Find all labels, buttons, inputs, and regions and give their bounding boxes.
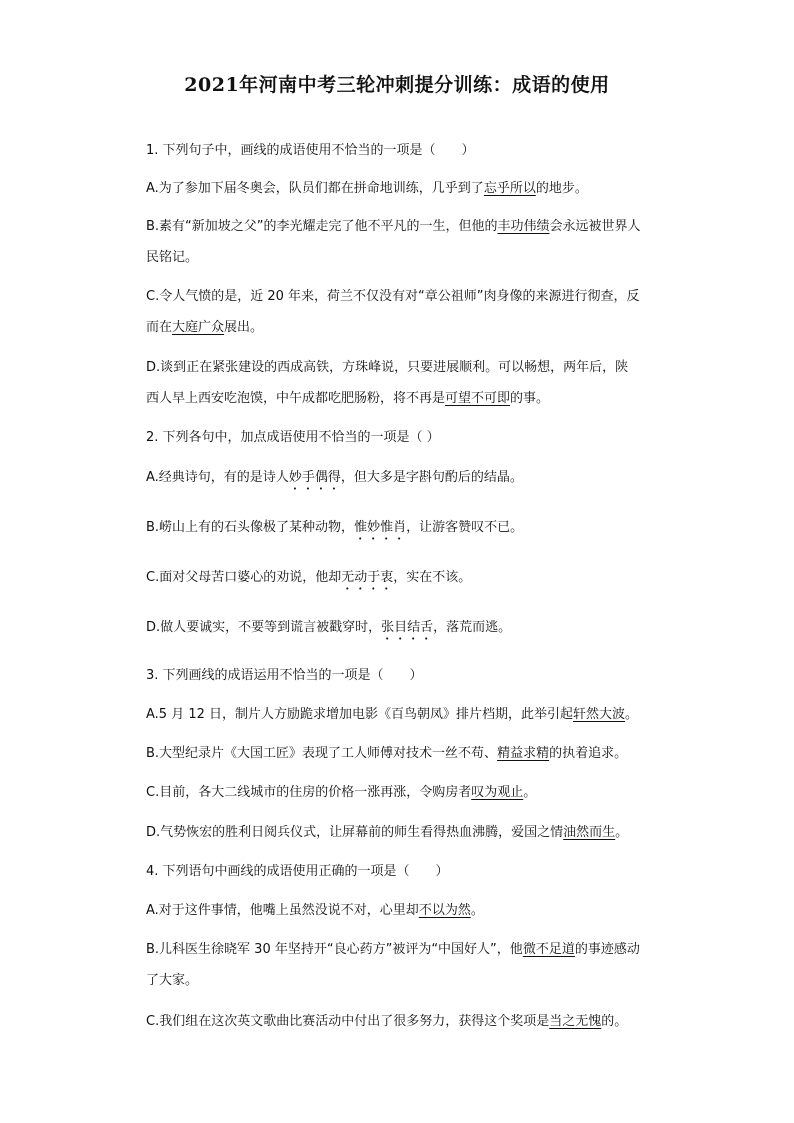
question-1-option-b: B.素有“新加坡之父”的李光耀走完了他不平凡的一生，但他的丰功伟绩会永远被世界人 <box>146 219 641 234</box>
dotted-idiom: 张目结舌 <box>381 620 434 635</box>
question-3-option-c: C.目前，各大二线城市的住房的价格一涨再涨，令购房者叹为观止。 <box>146 785 537 800</box>
underlined-idiom: 可望不可即 <box>445 391 511 406</box>
question-4-stem: 4. 下列语句中画线的成语使用正确的一项是（ ） <box>146 864 449 879</box>
question-1-option-c: C.令人气愤的是，近 20 年来，荷兰不仅没有对“章公祖师”肉身像的来源进行彻查，反 <box>146 289 640 304</box>
question-3-option-b: B.大型纪录片《大国工匠》表现了工人师傅对技术一丝不苟、精益求精的执着追求。 <box>146 746 628 761</box>
question-1-option-d-cont: 西人早上西安吃泡馍，中午成都吃肥肠粉，将不再是可望不可即的事。 <box>146 391 550 406</box>
underlined-idiom: 当之无愧 <box>549 1014 602 1029</box>
dotted-idiom: 惟妙惟肖 <box>354 520 407 535</box>
underlined-idiom: 忘乎所以 <box>483 181 536 196</box>
question-4-option-b-cont: 了大家。 <box>146 973 199 988</box>
underlined-idiom: 轩然大波 <box>573 707 626 722</box>
question-2-option-b: B.崂山上有的石头像极了某种动物，惟妙惟肖，让游客赞叹不已。 <box>146 520 524 535</box>
question-1-option-d: D.谈到正在紧张建设的西成高铁，方珠峰说，只要进展顺利。可以畅想，两年后，陕 <box>146 360 629 375</box>
question-2-option-c: C.面对父母苦口婆心的劝说，他却无动于衷，实在不该。 <box>146 570 472 585</box>
question-3-option-d: D.气势恢宏的胜利日阅兵仪式，让屏幕前的师生看得热血沸腾，爱国之情油然而生。 <box>146 825 629 840</box>
question-1-option-c-cont: 而在大庭广众展出。 <box>146 320 264 335</box>
underlined-idiom: 叹为观止 <box>471 785 524 800</box>
question-1-option-a: A.为了参加下届冬奥会，队员们都在拼命地训练，几乎到了忘乎所以的地步。 <box>146 181 588 196</box>
underlined-idiom: 精益求精 <box>497 746 550 761</box>
dotted-idiom: 无动于衷 <box>341 570 394 585</box>
question-1-stem: 1. 下列句子中，画线的成语使用不恰当的一项是（ ） <box>146 143 475 158</box>
underlined-idiom: 大庭广众 <box>172 320 225 335</box>
question-4-option-b: B.儿科医生徐晓军 30 年坚持开“良心药方”被评为“中国好人”，他微不足道的事迹感动 <box>146 942 640 957</box>
question-2-stem: 2. 下列各句中，加点成语使用不恰当的一项是（ ） <box>146 430 440 445</box>
page-title: 2021年河南中考三轮冲刺提分训练：成语的使用 <box>184 74 610 96</box>
question-3-option-a: A.5 月 12 日，制片人方励跪求增加电影《百鸟朝凤》排片档期，此举引起轩然大波。 <box>146 707 639 722</box>
underlined-idiom: 丰功伟绩 <box>497 219 550 234</box>
underlined-idiom: 微不足道 <box>522 942 575 957</box>
question-3-stem: 3. 下列画线的成语运用不恰当的一项是（ ） <box>146 668 423 683</box>
question-2-option-d: D.做人要诚实，不要等到谎言被戳穿时，张目结舌，落荒而逃。 <box>146 620 512 635</box>
underlined-idiom: 油然而生 <box>563 825 616 840</box>
question-4-option-a: A.对于这件事情，他嘴上虽然没说不对，心里却不以为然。 <box>146 903 484 918</box>
question-2-option-a: A.经典诗句，有的是诗人妙手偶得，但大多是字斟句酌后的结晶。 <box>146 470 523 485</box>
question-1-option-b-cont: 民铭记。 <box>146 250 199 265</box>
question-4-option-c: C.我们组在这次英文歌曲比赛活动中付出了很多努力，获得这个奖项是当之无愧的。 <box>146 1014 628 1029</box>
dotted-idiom: 妙手偶得 <box>288 470 341 485</box>
underlined-idiom: 不以为然 <box>418 903 471 918</box>
